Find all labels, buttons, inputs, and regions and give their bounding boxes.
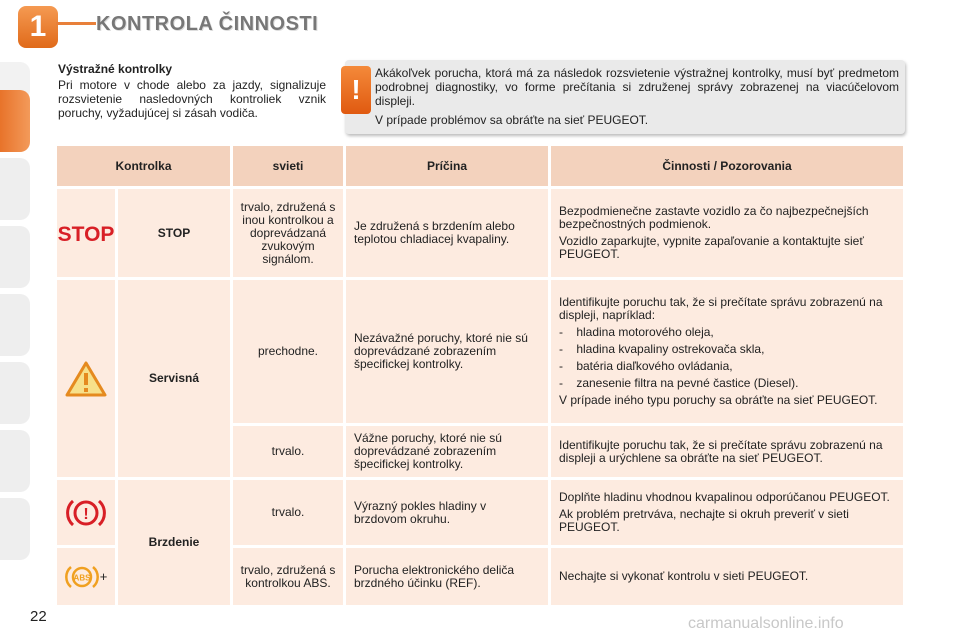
- service-pricina-2: [346, 426, 548, 477]
- service-name: Servisná: [118, 280, 230, 477]
- abs-plus: +: [99, 569, 108, 584]
- service-cinnosti-2: [551, 426, 903, 477]
- service-pricina-1: [346, 280, 548, 423]
- brake-icon-mark: !: [83, 505, 89, 523]
- chapter-number: 1: [18, 6, 58, 48]
- service-pricina-1-text: Nezávažné poruchy, ktoré nie sú doprevádzané zobrazením špecifickej kontrolky.: [354, 331, 528, 371]
- header-divider: [56, 22, 96, 25]
- brake-cinnosti-1a: Doplňte hladinu vhodnou kvapalinou odporúčanou PEUGEOT.: [559, 490, 890, 504]
- service-cinnosti-outro: V prípade iného typu poruchy sa obráťte na sieť PEUGEOT.: [559, 393, 878, 407]
- brake-pricina-1: [346, 480, 548, 545]
- stop-name: STOP: [118, 189, 230, 277]
- stop-icon: [57, 221, 115, 246]
- service-svieti-2: trvalo.: [233, 426, 343, 477]
- brake-svieti-1: trvalo.: [233, 480, 343, 545]
- service-cinnosti-1: [551, 280, 903, 423]
- warning-box: [345, 60, 905, 134]
- side-tab[interactable]: [0, 362, 30, 424]
- page-number: 22: [30, 608, 47, 625]
- service-cinnosti-intro: Identifikujte poruchu tak, že si prečítate správu zobrazenú na displeji, napríklad:: [559, 295, 883, 322]
- col-header-pricina: Príčina: [346, 146, 548, 186]
- warning-triangle-icon: [64, 360, 108, 398]
- service-icon-cell: [57, 280, 115, 477]
- watermark: carmanualsonline.info: [688, 615, 844, 632]
- brake-icon-cell: [57, 480, 115, 545]
- stop-cinnosti-2: Vozidlo zaparkujte, vypnite zapaľovanie a kontaktujte sieť PEUGEOT.: [559, 234, 864, 261]
- service-cinnosti-2-text: Identifikujte poruchu tak, že si prečítate správu zobrazenú na displeji a urýchlene sa obráťte na sieť PEUGEOT.: [559, 437, 883, 465]
- col-header-svieti: svieti: [233, 146, 343, 186]
- brake-cinnosti-2: [551, 548, 903, 605]
- side-tab[interactable]: [0, 158, 30, 220]
- side-tabs: [0, 62, 34, 577]
- intro-text: Pri motore v chode alebo za jazdy, signalizuje rozsvietenie nasledovných kontroliek vznik poruchy, vyžadujúcej si zásah vodiča.: [58, 78, 326, 120]
- side-tab[interactable]: [0, 294, 30, 356]
- brake-name: Brzdenie: [118, 480, 230, 605]
- service-item: - batéria diaľkového ovládania,: [559, 359, 733, 373]
- side-tab[interactable]: [0, 498, 30, 560]
- service-item: - hladina motorového oleja,: [559, 325, 714, 339]
- stop-pricina-text: Je združená s brzdením alebo teplotou chladiacej kvapaliny.: [354, 219, 515, 246]
- service-item: - hladina kvapaliny ostrekovača skla,: [559, 342, 765, 356]
- side-tab[interactable]: [0, 430, 30, 492]
- stop-cinnosti: [551, 189, 903, 277]
- abs-icon: [65, 563, 99, 591]
- abs-icon-cell: [57, 548, 115, 605]
- brake-pricina-2-text: Porucha elektronického deliča brzdného účinku (REF).: [354, 562, 515, 590]
- brake-cinnosti-1b: Ak problém pretrváva, nechajte si okruh preveriť v sieti PEUGEOT.: [559, 507, 849, 534]
- service-svieti-1: prechodne.: [233, 280, 343, 423]
- brake-pricina-1-text: Výrazný pokles hladiny v brzdovom okruhu.: [354, 498, 487, 526]
- abs-icon-text: ABS: [73, 573, 91, 582]
- stop-pricina: [346, 189, 548, 277]
- brake-warning-icon: [65, 496, 107, 530]
- brake-cinnosti-2-text: Nechajte si vykonať kontrolu v sieti PEUGEOT.: [559, 569, 809, 583]
- brake-pricina-2: [346, 548, 548, 605]
- service-pricina-2-text: Vážne poruchy, ktoré nie sú doprevádzané zobrazením špecifickej kontrolky.: [354, 431, 502, 471]
- exclamation-icon: !: [341, 66, 371, 114]
- stop-cinnosti-1: Bezpodmienečne zastavte vozidlo za čo najbezpečnejších bezpečnostných podmienok.: [559, 204, 869, 231]
- col-header-cinnosti: Činnosti / Pozorovania: [551, 146, 903, 186]
- side-tab[interactable]: [0, 226, 30, 288]
- service-item: - zanesenie filtra na pevné častice (Diesel).: [559, 376, 799, 390]
- warning-text: Akákoľvek porucha, ktorá má za následok rozsvietenie výstražnej kontrolky, musí byť predmetom podrobnej diagnostiky, vo forme prečítania si združenej správy zobrazenej na viacúčelovom displeji.: [375, 66, 899, 108]
- col-header-kontrolka: Kontrolka: [57, 146, 230, 186]
- stop-icon-text: STOP: [57, 223, 115, 246]
- brake-cinnosti-1: [551, 480, 903, 545]
- stop-svieti: trvalo, združená s inou kontrolkou a doprevádzaná zvukovým signálom.: [233, 189, 343, 277]
- page-title: KONTROLA ČINNOSTI: [96, 13, 319, 35]
- brake-svieti-2: trvalo, združená s kontrolkou ABS.: [233, 548, 343, 605]
- side-tab-active[interactable]: [0, 90, 30, 152]
- warning-contact: V prípade problémov sa obráťte na sieť PEUGEOT.: [375, 113, 649, 127]
- intro-heading: Výstražné kontrolky: [58, 62, 173, 76]
- stop-icon-cell: [57, 189, 115, 277]
